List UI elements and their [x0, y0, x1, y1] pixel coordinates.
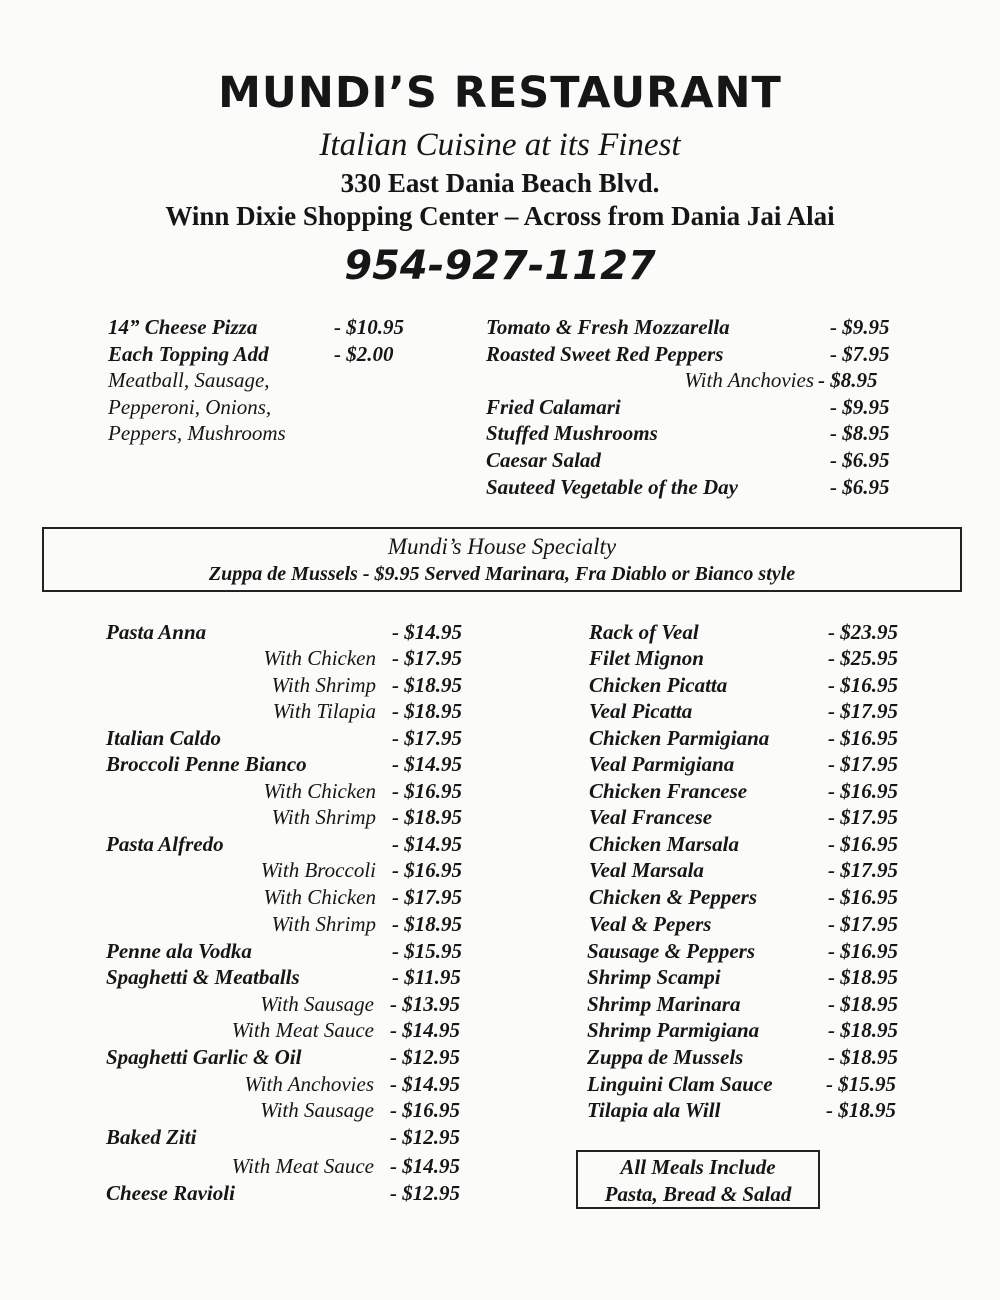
- menu-item-name: Rack of Veal: [589, 620, 699, 644]
- menu-item-name: With Meat Sauce: [231, 1018, 374, 1042]
- menu-item-price: - $15.95: [392, 939, 462, 963]
- restaurant-subtitle: Italian Cuisine at its Finest: [319, 127, 681, 163]
- menu-item-price: - $12.95: [390, 1045, 460, 1069]
- meals-include-box: [576, 1150, 820, 1209]
- menu-item-name: With Meat Sauce: [231, 1154, 374, 1178]
- menu-item-price: - $14.95: [392, 832, 462, 856]
- menu-item-name: Veal & Pepers: [589, 912, 712, 936]
- menu-item-price: - $13.95: [390, 992, 460, 1016]
- menu-item-price: - $16.95: [828, 726, 898, 750]
- menu-item-name: Veal Francese: [589, 805, 713, 829]
- menu-item-price: - $10.95: [334, 315, 404, 339]
- menu-item-price: - $14.95: [390, 1154, 460, 1178]
- menu-item-price: - $14.95: [392, 620, 462, 644]
- menu-item-price: - $18.95: [828, 965, 898, 989]
- menu-item-price: - $18.95: [828, 1018, 898, 1042]
- specialty-description: Zuppa de Mussels - $9.95 Served Marinara, Fra Diablo or Bianco style: [208, 563, 796, 585]
- address-line-2: Winn Dixie Shopping Center – Across from Dania Jai Alai: [165, 201, 835, 231]
- menu-item-name: Veal Picatta: [589, 699, 693, 723]
- topping-list-line: Meatball, Sausage,: [108, 368, 270, 392]
- menu-item-price: - $17.95: [828, 752, 898, 776]
- menu-item-price: - $18.95: [828, 1045, 898, 1069]
- menu-item-name: With Broccoli: [260, 858, 376, 882]
- menu-item-price: - $16.95: [828, 779, 898, 803]
- menu-item-name: Sausage & Peppers: [587, 939, 755, 963]
- menu-item-name: Stuffed Mushrooms: [486, 421, 658, 445]
- menu-item-price: - $18.95: [392, 699, 462, 723]
- menu-item-name: Fried Calamari: [486, 395, 621, 419]
- menu-item-price: - $14.95: [390, 1072, 460, 1096]
- menu-item-name: Chicken Marsala: [589, 832, 739, 856]
- menu-item-price: - $12.95: [390, 1125, 460, 1149]
- menu-item-price: - $9.95: [830, 315, 890, 339]
- menu-item-name: Penne ala Vodka: [106, 939, 252, 963]
- menu-item-price: - $17.95: [392, 726, 462, 750]
- menu-item-price: - $16.95: [828, 673, 898, 697]
- menu-item-price: - $16.95: [828, 939, 898, 963]
- menu-item-name: Pasta Alfredo: [106, 832, 224, 856]
- menu-item-price: - $18.95: [392, 673, 462, 697]
- menu-item-name: Shrimp Scampi: [587, 965, 721, 989]
- restaurant-title: MUNDI’S RESTAURANT: [218, 68, 782, 118]
- menu-item-name: Chicken Picatta: [589, 673, 728, 697]
- menu-item-name: Pasta Anna: [106, 620, 207, 644]
- menu-item-name: Baked Ziti: [106, 1125, 197, 1149]
- menu-item-price: - $2.00: [334, 342, 394, 366]
- menu-item-price: - $11.95: [392, 965, 461, 989]
- menu-item-name: Shrimp Parmigiana: [587, 1018, 760, 1042]
- menu-item-price: - $9.95: [830, 395, 890, 419]
- menu-item-name: Tilapia ala Will: [587, 1098, 721, 1122]
- menu-item-price: - $14.95: [390, 1018, 460, 1042]
- menu-item-name: With Chicken: [263, 885, 376, 909]
- menu-item-price: - $18.95: [826, 1098, 896, 1122]
- menu-item-price: - $7.95: [830, 342, 890, 366]
- menu-item-name: With Shrimp: [271, 673, 376, 697]
- menu-item-name: Each Topping Add: [108, 342, 269, 366]
- menu-item-name: Spaghetti & Meatballs: [106, 965, 300, 989]
- topping-list-line: Peppers, Mushrooms: [108, 421, 286, 445]
- menu-item-name: With Tilapia: [272, 699, 376, 723]
- specialty-title: Mundi’s House Specialty: [387, 534, 617, 559]
- phone-number: 954-927-1127: [344, 243, 656, 289]
- menu-item-price: - $16.95: [390, 1098, 460, 1122]
- address-line-1: 330 East Dania Beach Blvd.: [340, 168, 660, 198]
- menu-item-name: With Anchovies: [244, 1072, 374, 1096]
- menu-item-name: Linguini Clam Sauce: [587, 1072, 773, 1096]
- menu-item-name: Chicken & Peppers: [589, 885, 757, 909]
- menu-item-price: - $16.95: [392, 858, 462, 882]
- menu-item-price: - $17.95: [828, 912, 898, 936]
- menu-item-name: With Shrimp: [271, 805, 376, 829]
- menu-item-name: Veal Parmigiana: [589, 752, 735, 776]
- menu-item-name: With Anchovies: [684, 368, 814, 392]
- menu-item-price: - $12.95: [390, 1181, 460, 1205]
- menu-item-price: - $18.95: [828, 992, 898, 1016]
- menu-item-price: - $23.95: [828, 620, 898, 644]
- menu-item-price: - $6.95: [830, 475, 890, 499]
- menu-item-name: Italian Caldo: [106, 726, 221, 750]
- menu-item-price: - $17.95: [392, 885, 462, 909]
- menu-item-price: - $17.95: [828, 805, 898, 829]
- menu-item-price: - $14.95: [392, 752, 462, 776]
- menu-item-name: Veal Marsala: [589, 858, 704, 882]
- topping-list-line: Pepperoni, Onions,: [108, 395, 272, 419]
- menu-item-name: Filet Mignon: [589, 646, 704, 670]
- menu-item-price: - $17.95: [828, 699, 898, 723]
- menu-item-price: - $6.95: [830, 448, 890, 472]
- menu-item-price: - $18.95: [392, 912, 462, 936]
- menu-item-price: - $17.95: [828, 858, 898, 882]
- menu-item-price: - $8.95: [818, 368, 878, 392]
- meals-include-line-2: Pasta, Bread & Salad: [604, 1182, 792, 1206]
- menu-item-name: Sauteed Vegetable of the Day: [486, 475, 738, 499]
- menu-item-price: - $25.95: [828, 646, 898, 670]
- menu-item-price: - $17.95: [392, 646, 462, 670]
- house-specialty-box: [42, 527, 962, 592]
- menu-item-price: - $8.95: [830, 421, 890, 445]
- menu-item-name: With Sausage: [260, 1098, 374, 1122]
- menu-item-price: - $16.95: [828, 832, 898, 856]
- menu-item-name: With Sausage: [260, 992, 374, 1016]
- menu-item-name: Shrimp Marinara: [587, 992, 741, 1016]
- menu-item-name: Chicken Parmigiana: [589, 726, 770, 750]
- menu-item-name: Broccoli Penne Bianco: [106, 752, 307, 776]
- menu-item-name: Spaghetti Garlic & Oil: [106, 1045, 302, 1069]
- menu-item-name: With Chicken: [263, 779, 376, 803]
- menu-item-price: - $16.95: [828, 885, 898, 909]
- menu-item-name: Chicken Francese: [589, 779, 748, 803]
- menu-item-name: With Shrimp: [271, 912, 376, 936]
- menu-item-name: With Chicken: [263, 646, 376, 670]
- meals-include-line-1: All Meals Include: [620, 1155, 776, 1179]
- menu-item-name: 14” Cheese Pizza: [108, 315, 258, 339]
- menu-item-price: - $15.95: [826, 1072, 896, 1096]
- menu-item-price: - $16.95: [392, 779, 462, 803]
- menu-item-name: Tomato & Fresh Mozzarella: [486, 315, 730, 339]
- menu-item-name: Zuppa de Mussels: [587, 1045, 744, 1069]
- menu-item-name: Cheese Ravioli: [106, 1181, 235, 1205]
- menu-item-name: Caesar Salad: [486, 448, 601, 472]
- menu-item-name: Roasted Sweet Red Peppers: [486, 342, 724, 366]
- menu-item-price: - $18.95: [392, 805, 462, 829]
